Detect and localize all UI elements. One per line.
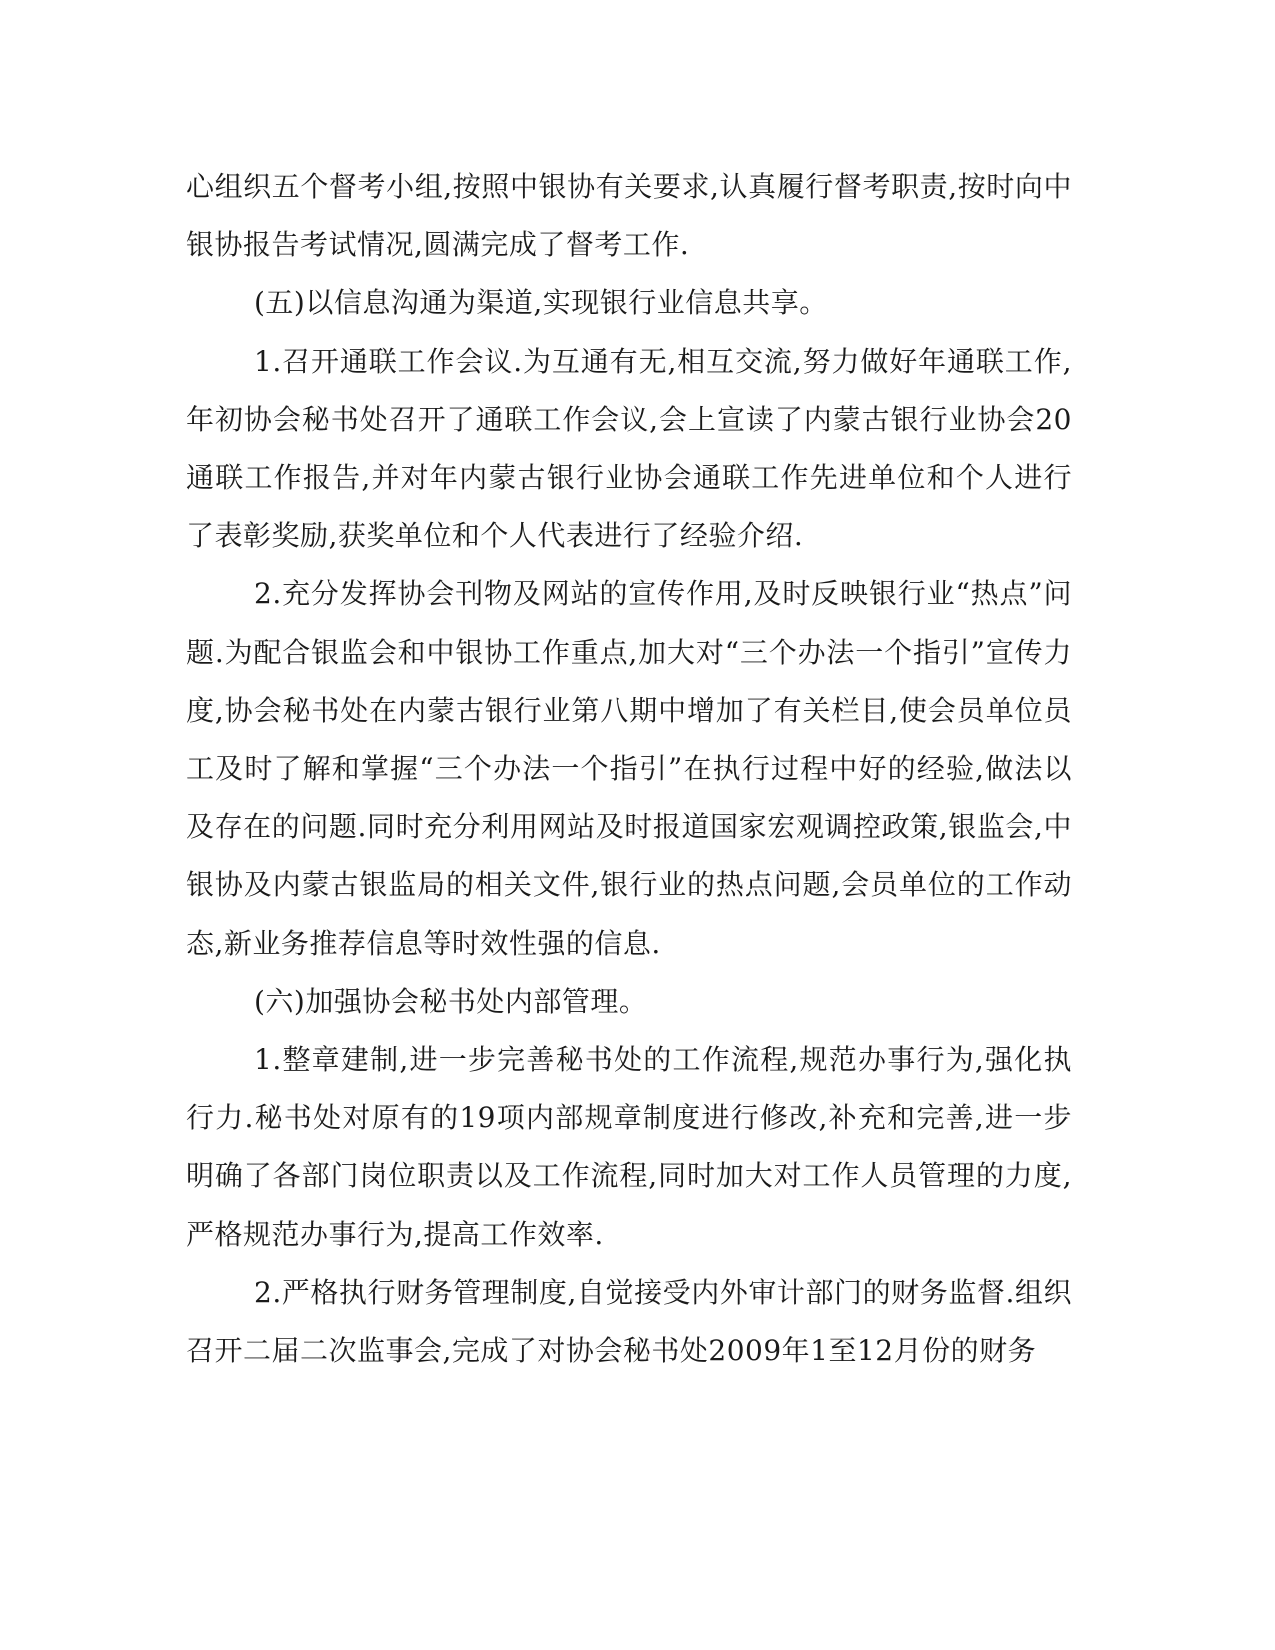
paragraph-liaison-meeting: 1.召开通联工作会议.为互通有无,相互交流,努力做好年通联工作,年初协会秘书处召开了通联工作会议,会上宣读了内蒙古银行业协会20通联工作报告,并对年内蒙古银行业协会通联工作先进单位和个人进行了表彰奖励,获奖单位和个人代表进行了经验介绍. — [186, 344, 1072, 553]
paragraph-finance: 2.严格执行财务管理制度,自觉接受内外审计部门的财务监督.组织召开二届二次监事会,完成了对协会秘书处2009年1至12月份的财务 — [186, 1275, 1072, 1368]
paragraph-regulations: 1.整章建制,进一步完善秘书处的工作流程,规范办事行为,强化执行力.秘书处对原有的19项内部规章制度进行修改,补充和完善,进一步明确了各部门岗位职责以及工作流程,同时加大对工作人员管理的力度,严格规范办事行为,提高工作效率. — [186, 1043, 1072, 1251]
section-heading-six: (六)加强协会秘书处内部管理。 — [254, 984, 648, 1018]
paragraph-continuation: 心组织五个督考小组,按照中银协有关要求,认真履行督考职责,按时向中银协报告考试情况,圆满完成了督考工作. — [186, 170, 1072, 262]
document-body — [186, 158, 1072, 1380]
paragraph-publicity: 2.充分发挥协会刊物及网站的宣传作用,及时反映银行业“热点”问题.为配合银监会和中银协工作重点,加大对“三个办法一个指引”宣传力度,协会秘书处在内蒙古银行业第八期中增加了有关栏目,使会员单位员工及时了解和掌握“三个办法一个指引”在执行过程中好的经验,做法以及存在的问题.同时充分利用网站及时报道国家宏观调控政策,银监会,中银协及内蒙古银监局的相关文件,银行业的热点问题,会员单位的工作动态,新业务推荐信息等时效性强的信息. — [186, 577, 1072, 960]
section-heading-five: (五)以信息沟通为渠道,实现银行业信息共享。 — [254, 286, 828, 320]
